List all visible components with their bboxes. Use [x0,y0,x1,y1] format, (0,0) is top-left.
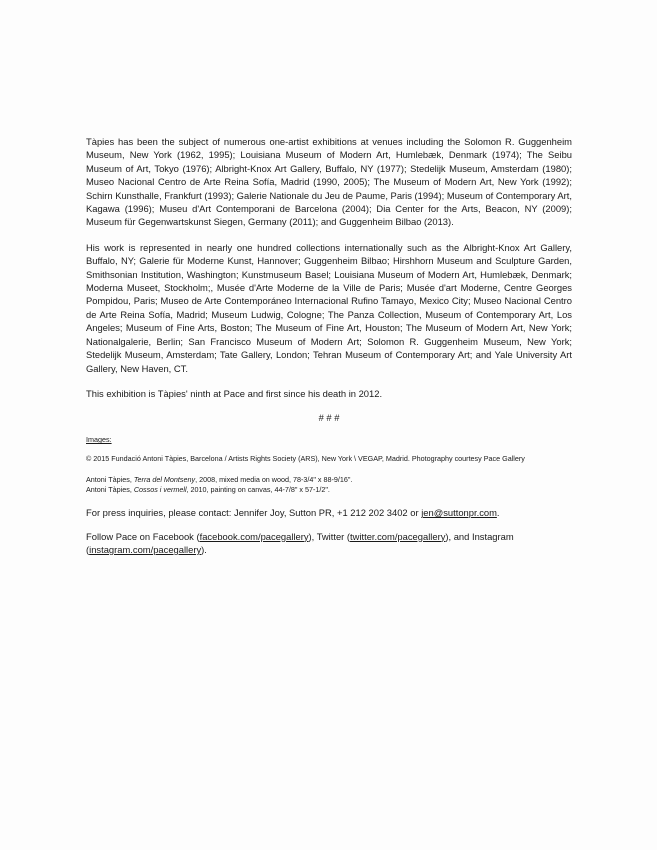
follow-pace [86,530,572,557]
press-release-body [86,135,572,557]
collections-paragraph: His work is represented in nearly one hundred collections internationally such as the Albright-Knox Art Gallery, Buffalo, NY; Galerie für Moderne Kunst, Hannover; Guggenheim Bilbao; Hirshhorn Museum and Sculpture Garden, Smithsonian Institution, Washington; Kunstmuseum Basel; Louisiana Museum of Modern Art, Humlebæk, Denmark; Moderna Museet, Stockholm;, Musée d'Arte Moderne de la Ville de Paris; Musée d'art Moderne, Centre Georges Pompidou, Paris; Museo de Arte Contemporáneo Internacional Rufino Tamayo, Mexico City; Museo Nacional Centro de Arte Reina Sofía, Madrid; Museum Ludwig, Cologne; The Panza Collection, Museum of Contemporary Art, Los Angeles; Museum of Fine Arts, Boston; The Museum of Fine Art, Houston; The Museum of Modern Art, New York; Nationalgalerie, Berlin; San Francisco Museum of Modern Art; Solomon R. Guggenheim Museum, New York; Stedelijk Museum, Amsterdam; Tate Gallery, London; Tehran Museum of Contemporary Art; and Yale University Art Gallery, New Haven, CT. [86,241,572,374]
images-heading: Images: [86,435,112,445]
ninth-exhibition-paragraph: This exhibition is Tàpies' ninth at Pace and first since his death in 2012. [86,387,383,399]
image-copyright: © 2015 Fundació Antoni Tàpies, Barcelona / Artists Rights Society (ARS), New York \ VEGAP, Madrid. Photography courtesy Pace Gallery [86,454,525,464]
press-contact-text: Jennifer Joy, Sutton PR, +1 212 202 3402 or [234,507,422,519]
caption-2-artist: Antoni Tàpies, [86,485,134,495]
image-captions [86,475,572,495]
follow-text-4: ). [201,544,207,556]
caption-1-artist: Antoni Tàpies, [86,475,134,485]
press-lead: For press inquiries, please contact: [86,507,234,519]
follow-text-1: Follow Pace on Facebook ( [86,530,200,542]
caption-1-details: , 2008, mixed media on wood, 78-3/4" x 88-9/16". [195,475,353,485]
section-separator: # # # [318,412,340,424]
caption-2-details: , 2010, painting on canvas, 44-7/8" x 57-1/2". [186,485,330,495]
twitter-link[interactable]: twitter.com/pacegallery [350,530,446,542]
exhibitions-paragraph: Tàpies has been the subject of numerous one-artist exhibitions at venues including the Solomon R. Guggenheim Museum, New York (1962, 1995); Louisiana Museum of Modern Art, Humlebæk, Denmark (1974); The Seibu Museum of Art, Tokyo (1976); Albright-Knox Art Gallery, Buffalo, NY (1977); Stedelijk Museum, Amsterdam (1980); Museo Nacional Centro de Arte Reina Sofía, Madrid (1990, 2005); The Museum of Modern Art, New York (1992); Schirn Kunsthalle, Frankfurt (1993); Galerie Nationale du Jeu de Paume, Paris (1994); Museum of Contemporary Art, Kagawa (1996); Museu d'Art Contemporani de Barcelona (2004); Dia Center for the Arts, Beacon, NY (2009); Museum für Gegenwartskunst Siegen, Germany (2011); and Guggenheim Bilbao (2013). [86,136,572,228]
caption-2-title: Cossos i vermell [133,485,187,495]
follow-text-2: ), Twitter ( [308,530,351,542]
facebook-link[interactable]: facebook.com/pacegallery [199,530,309,542]
caption-1 [86,475,572,485]
press-end: . [496,507,500,519]
caption-2 [86,485,572,495]
press-email-link[interactable]: jen@suttonpr.com [421,507,497,519]
press-contact [86,506,572,519]
instagram-link[interactable]: instagram.com/pacegallery [89,544,202,556]
caption-1-title: Terra del Montseny [133,475,196,485]
follow-text-3: ), and Instagram ( [86,530,514,556]
